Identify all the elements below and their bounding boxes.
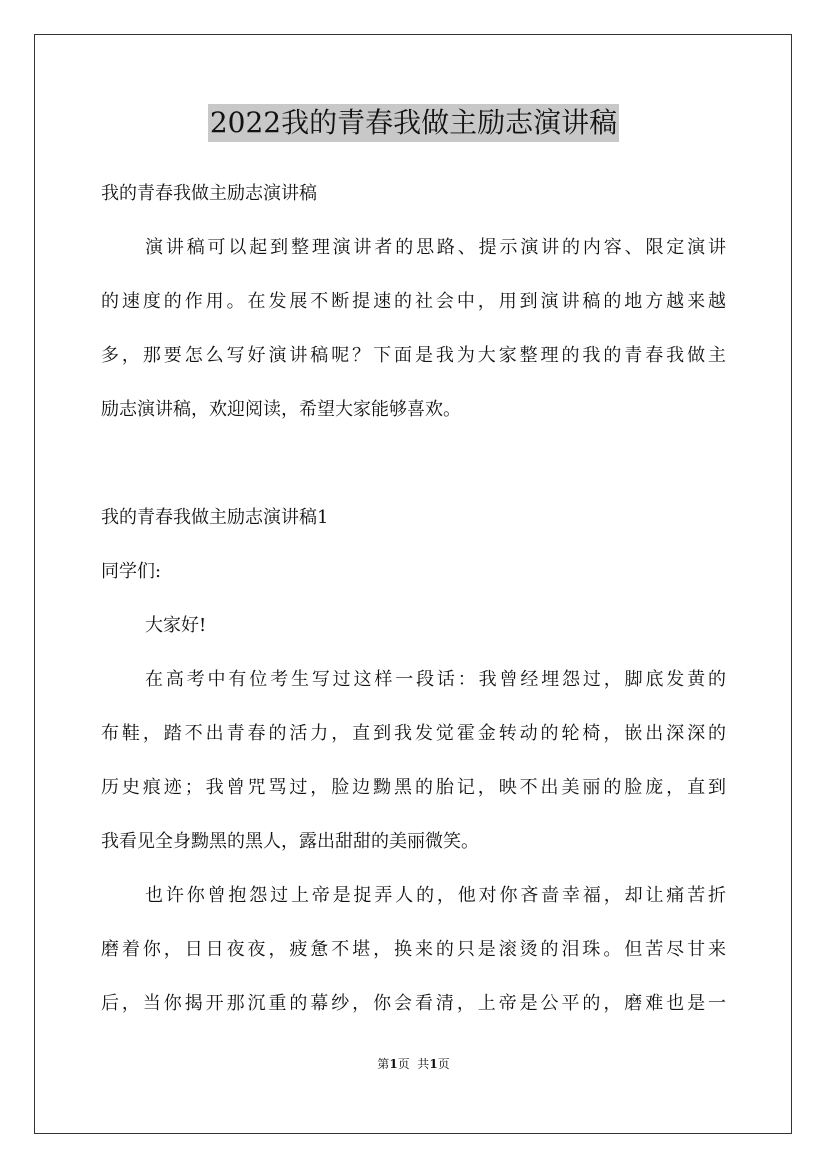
document-title: 2022我的青春我做主励志演讲稿 <box>208 104 619 142</box>
document-subtitle: 我的青春我做主励志演讲稿 <box>101 183 317 204</box>
footer-mid: 页 共 <box>397 1057 430 1071</box>
footer-page-number: 1 <box>389 1057 398 1071</box>
footer-prefix: 第 <box>377 1057 390 1071</box>
intro-line-1: 演讲稿可以起到整理演讲者的思路、提示演讲的内容、限定演讲 <box>145 237 726 258</box>
greeting: 大家好! <box>145 615 207 636</box>
salutation: 同学们: <box>101 561 162 582</box>
para2-line-2: 磨着你，日日夜夜，疲惫不堪，换来的只是滚烫的泪珠。但苦尽甘来 <box>101 939 726 960</box>
intro-line-2: 的速度的作用。在发展不断提速的社会中，用到演讲稿的地方越来越 <box>101 291 726 312</box>
page-footer <box>0 1056 827 1072</box>
footer-suffix: 页 <box>437 1057 450 1071</box>
title-container <box>0 104 827 142</box>
para1-line-2: 布鞋，踏不出青春的活力，直到我发觉霍金转动的轮椅，嵌出深深的 <box>101 723 726 744</box>
intro-line-3: 多，那要怎么写好演讲稿呢？下面是我为大家整理的我的青春我做主 <box>101 345 726 366</box>
footer-total-pages: 1 <box>429 1057 438 1071</box>
intro-line-4: 励志演讲稿，欢迎阅读，希望大家能够喜欢。 <box>101 399 461 420</box>
para1-line-1: 在高考中有位考生写过这样一段话：我曾经埋怨过，脚底发黄的 <box>145 669 726 690</box>
para1-line-3: 历史痕迹；我曾咒骂过，脸边黝黑的胎记，映不出美丽的脸庞，直到 <box>101 777 726 798</box>
section-title: 我的青春我做主励志演讲稿1 <box>101 507 329 528</box>
para2-line-3: 后，当你揭开那沉重的幕纱，你会看清，上帝是公平的，磨难也是一 <box>101 993 726 1014</box>
para1-line-4: 我看见全身黝黑的黑人，露出甜甜的美丽微笑。 <box>101 831 479 852</box>
para2-line-1: 也许你曾抱怨过上帝是捉弄人的，他对你吝啬幸福，却让痛苦折 <box>145 885 726 906</box>
